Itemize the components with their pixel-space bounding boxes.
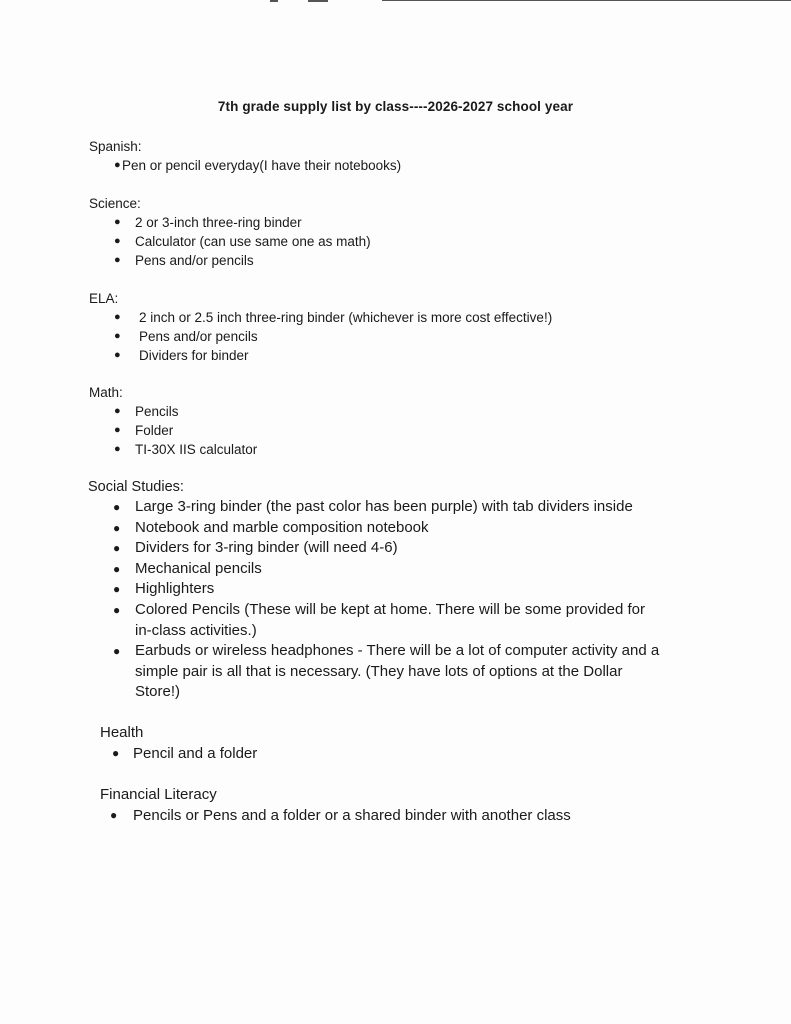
list-item-text: 2 inch or 2.5 inch three-ring binder (whichever is more cost effective!) xyxy=(139,310,553,325)
list-item-text: Pens and/or pencils xyxy=(135,253,254,268)
bullet-icon: ● xyxy=(114,235,121,247)
section-financial-literacy xyxy=(100,784,571,826)
list-item-continuation xyxy=(88,621,659,642)
list-item-continuation xyxy=(88,682,659,703)
section-heading: ELA: xyxy=(89,291,119,306)
bullet-icon: ● xyxy=(114,330,121,342)
list-item-text: Folder xyxy=(135,423,174,438)
list-item-text: Dividers for binder xyxy=(139,348,249,363)
list-item-text: 2 or 3-inch three-ring binder xyxy=(135,215,302,230)
section-spanish xyxy=(89,137,401,175)
list-item-text: Large 3-ring binder (the past color has been purple) with tab dividers inside xyxy=(135,498,633,515)
section-heading: Math: xyxy=(89,385,123,400)
section-heading: Spanish: xyxy=(89,139,142,154)
section-heading: Science: xyxy=(89,196,141,211)
list-item-text: simple pair is all that is necessary. (They have lots of options at the Dollar xyxy=(135,662,623,680)
bullet-icon: ● xyxy=(114,349,121,361)
list-item xyxy=(89,421,257,440)
section-heading: Financial Literacy xyxy=(100,786,217,803)
list-item xyxy=(88,559,659,580)
list-item xyxy=(89,440,257,459)
section-heading: Health xyxy=(100,724,144,741)
list-item-text: Pencils xyxy=(135,404,179,419)
bullet-icon: ● xyxy=(112,746,120,760)
list-item xyxy=(89,402,257,421)
list-item-text: TI-30X IIS calculator xyxy=(135,442,258,457)
list-item xyxy=(100,805,571,826)
list-item-text: Highlighters xyxy=(135,580,215,598)
list-item xyxy=(89,251,371,270)
page-title: 7th grade supply list by class----2026-2027 school year xyxy=(217,99,574,114)
list-item xyxy=(88,641,659,662)
bullet-icon: ● xyxy=(113,561,121,576)
item-list xyxy=(100,805,571,826)
section-health xyxy=(100,722,257,764)
list-item-text: Pen or pencil everyday(I have their notebooks) xyxy=(122,158,402,173)
bullet-icon: ● xyxy=(113,541,121,556)
bullet-icon: ● xyxy=(113,520,121,535)
bullet-icon: ● xyxy=(113,500,121,514)
section-ela xyxy=(89,289,552,365)
item-list xyxy=(89,156,401,175)
bullet-icon: ● xyxy=(114,254,121,266)
bullet-icon: ● xyxy=(114,216,121,228)
item-list xyxy=(88,497,659,703)
list-item-text: Colored Pencils (These will be kept at home. There will be some provided for xyxy=(135,600,645,618)
list-item xyxy=(88,497,659,518)
item-list xyxy=(89,213,371,270)
list-item-text: Pens and/or pencils xyxy=(139,329,258,344)
item-list xyxy=(100,743,257,764)
section-math xyxy=(89,383,257,459)
list-item-continuation xyxy=(88,662,659,683)
section-social-studies xyxy=(88,477,659,703)
list-item xyxy=(88,518,659,539)
list-item xyxy=(89,308,552,327)
list-item xyxy=(89,346,552,365)
list-item xyxy=(88,579,659,600)
bullet-icon: ● xyxy=(114,443,121,455)
section-heading: Social Studies: xyxy=(88,479,184,495)
bullet-icon: ● xyxy=(113,644,121,659)
list-item-text: Dividers for 3-ring binder (will need 4-6) xyxy=(135,539,398,557)
list-item xyxy=(88,600,659,621)
list-item-text: Store!) xyxy=(135,683,181,701)
scan-artifact xyxy=(308,0,328,2)
item-list xyxy=(89,402,257,459)
bullet-icon: ● xyxy=(114,405,121,417)
list-item xyxy=(89,327,552,346)
bullet-icon: ● xyxy=(110,808,118,822)
list-item-text: in-class activities.) xyxy=(135,621,257,639)
list-item-text: Mechanical pencils xyxy=(135,559,262,577)
scan-artifact xyxy=(382,0,791,1)
bullet-icon: ● xyxy=(114,424,121,436)
list-item-text: Notebook and marble composition notebook xyxy=(135,518,429,536)
list-item xyxy=(100,743,257,764)
list-item-text: Pencil and a folder xyxy=(133,745,258,762)
list-item-text: Pencils or Pens and a folder or a shared binder with another class xyxy=(133,807,571,824)
bullet-icon: ● xyxy=(113,602,121,617)
list-item-text: Calculator (can use same one as math) xyxy=(135,234,371,249)
bullet-icon: ● xyxy=(114,311,121,323)
scan-artifact xyxy=(270,0,278,2)
list-item-text: Earbuds or wireless headphones - There will be a lot of computer activity and a xyxy=(135,642,660,660)
section-science xyxy=(89,194,371,270)
bullet-icon: ● xyxy=(113,582,121,597)
list-item xyxy=(88,538,659,559)
bullet-icon: ● xyxy=(114,159,121,171)
list-item xyxy=(89,156,401,175)
list-item xyxy=(89,213,371,232)
item-list xyxy=(89,308,552,365)
list-item xyxy=(89,232,371,251)
